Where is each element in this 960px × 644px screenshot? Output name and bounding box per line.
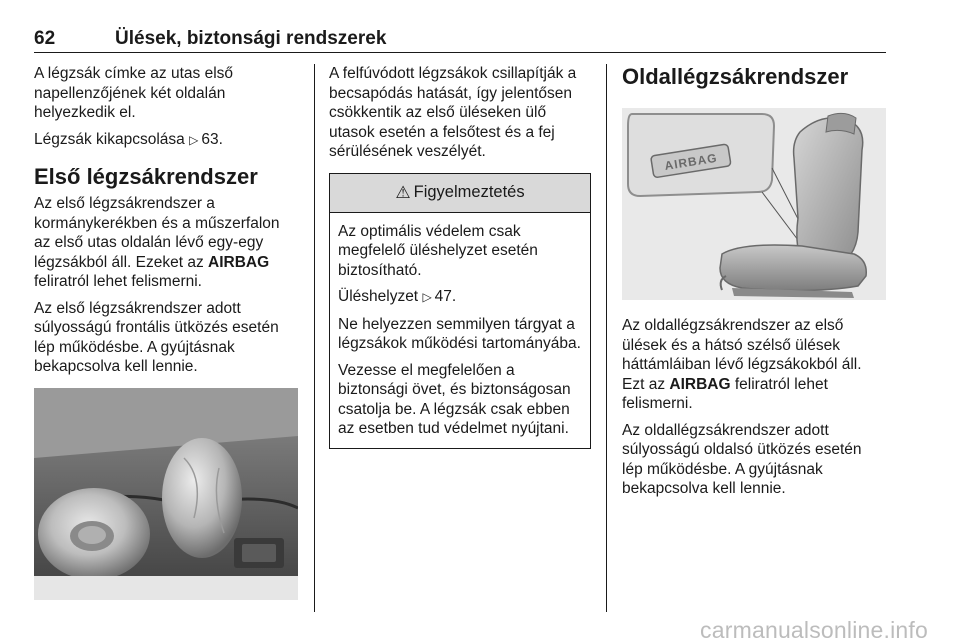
front-airbag-description: Az első légzsákrendszer a kormánykerékben és a műszerfalon az első utas oldalán lévő egy-egy légzsákból áll. Ezeket az AIRBAG feliratról lehet felismerni. [34,195,280,290]
warning-text-1: Az optimális védelem csak megfelelő üléshelyzet esetén biztosítható. [338,222,538,279]
side-airbag-seat-illustration [622,108,886,300]
warning-text-3: Ne helyezzen semmilyen tárgyat a légzsákok működési tartományába. [338,315,581,352]
section-title: Ülések, biztonsági rendszerek [115,28,387,49]
warning-header [330,174,590,213]
side-airbag-heading: Oldallégzsákrendszer [622,64,849,89]
column-middle [329,64,591,449]
airbag-effect-text: A felfúvódott légzsákok csillapítják a becsapódás hatását, így jelentősen csökkentik az első üléseken ülő utasok esetén a felsőtest és a fej sérülésének veszélyét. [329,65,577,160]
front-airbag-heading: Első légzsákrendszer [34,164,258,189]
deactivation-label: Légzsák kikapcsolása [34,130,185,148]
label-location-text: A légzsák címke az utas első napellenzőjének két oldalán helyezkedik el. [34,65,234,121]
warning-title: Figyelmeztetés [413,182,525,201]
column-divider-1 [314,64,315,612]
column-divider-2 [606,64,607,612]
warning-text-4: Vezesse el megfelelően a biztonsági övet, és biztonságosan csatolja be. A légzsák csak ebben az esetben tud védelmet nyújtani. [338,361,571,437]
airbag-seat-label: AIRBAG [663,150,719,173]
airbag-keyword: AIRBAG [208,253,270,271]
warning-icon: ⚠ [395,182,411,202]
seat-position-label: Üléshelyzet [338,288,419,305]
deactivation-reference [34,130,300,151]
page-reference-link[interactable]: ▷ 47. [422,288,456,305]
side-airbag-description: Az oldallégzsákrendszer az első ülések és a hátsó szélső ülések háttámláiban lévő légzsákokból áll. Ezt az AIRBAG feliratról lehet felismerni. [622,317,862,412]
airbag-keyword: AIRBAG [669,375,731,393]
warning-body [330,213,590,448]
page-header [34,28,886,53]
column-right [622,64,886,506]
warning-box [329,173,591,449]
front-airbag-activation: Az első légzsákrendszer adott súlyosságú frontális ütközés esetén lép működésbe. A gyújtásnak bekapcsolva kell lennie. [34,299,279,375]
page-reference-link[interactable]: ▷ 63. [189,131,223,148]
seat-position-reference [338,287,582,308]
page-number: 62 [34,28,56,49]
watermark: carmanualsonline.info [700,617,928,643]
front-airbags-illustration [34,388,298,600]
side-airbag-activation: Az oldallégzsákrendszer adott súlyosságú oldalsó ütközés esetén lép működésbe. A gyújtásnak bekapcsolva kell lennie. [622,421,862,497]
column-left [34,64,300,600]
